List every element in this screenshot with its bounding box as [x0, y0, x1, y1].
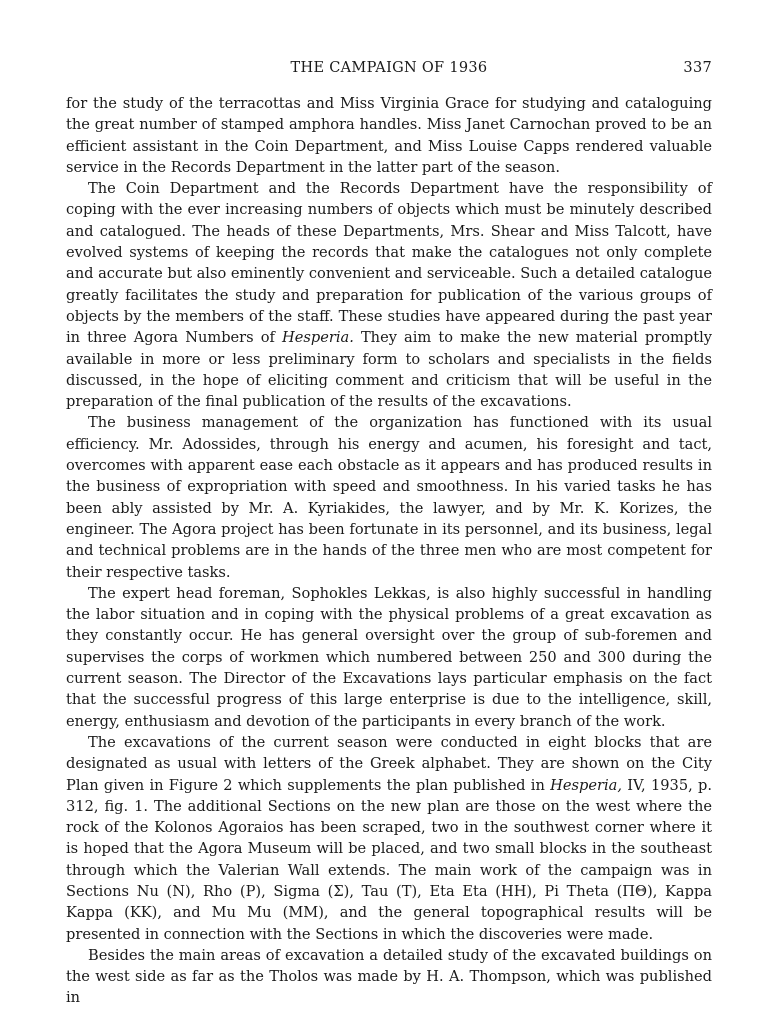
paragraph-3-text: The business management of the organization has functioned with its usual efficiency. Mr. Adossides, through his energy and acumen, his foresight and tact, overcomes with apparent ease each obstacle as it appears and has produced results in the business of expropriation with speed and smoothness. In his varied tasks he has been ably assisted by Mr. A. Kyriakides, the lawyer, and by Mr. K. Korizes, the engineer. The Agora project has been fortunate in its personnel, and its business, legal and technical problems are in the hands of the three men who are most competent for their respective tasks.: [66, 414, 712, 581]
document-page: [66, 58, 712, 1009]
paragraph-2-text-b: They aim to make the new material promptly available in more or less preliminary form to scholars and specialists in the fields discussed, in the hope of eliciting comment and criticism that will be useful in the preparation of the final publication of the results of the excavations.: [66, 329, 712, 411]
paragraph-5: [66, 732, 712, 945]
paragraph-2: [66, 178, 712, 412]
paragraph-5-text-b: IV, 1935, p. 312, fig. 1. The additional Sections on the new plan are those on the west where the rock of the Kolonos Agoraios has been scraped, two in the southwest corner where it is hoped that the Agora Museum will be placed, and two small blocks in the southeast through which the Valerian Wall extends. The main work of the campaign was in Sections Nu (N), Rho (P), Sigma (Σ), Tau (T), Eta Eta (HH), Pi Theta (ΠΘ), Kappa Kappa (KK), and Mu Mu (MM), and the general topographical results will be presented in connection with the Sections in which the discoveries were made.: [66, 776, 713, 943]
paragraph-2-text-a: The Coin Department and the Records Department have the responsibility of coping with the ever increasing numbers of objects which must be minutely described and catalogued. The heads of these Departments, Mrs. Shear and Miss Talcott, have evolved systems of keeping the records that make the catalogues not only complete and accurate but also eminently convenient and serviceable. Such a detailed catalogue greatly facilitates the study and preparation for publication of the various groups of objects by the members of the staff. These studies have appeared during the past year in three Agora Numbers of: [66, 180, 712, 347]
paragraph-1-text: for the study of the terracottas and Miss Virginia Grace for studying and cataloguing the great number of stamped amphora handles. Miss Janet Carnochan proved to be an efficient assistant in the Coin Department, and Miss Louise Capps rendered valuable service in the Records Department in the latter part of the season.: [66, 95, 712, 176]
paragraph-4-text: The expert head foreman, Sophokles Lekkas, is also highly successful in handling the labor situation and in coping with the physical problems of a great excavation as they constantly occur. He has general oversight over the group of sub-foremen and supervises the corps of workmen which numbered between 250 and 300 during the current season. The Director of the Excavations lays particular emphasis on the fact that the successful progress of this large enterprise is due to the intelligence, skill, energy, enthusiasm and devotion of the participants in every branch of the work.: [66, 584, 712, 730]
page-number: 337: [683, 60, 712, 76]
journal-title: Hesperia,: [550, 776, 622, 794]
paragraph-6: [66, 945, 712, 1009]
paragraph-3: [66, 412, 712, 582]
running-title: THE CAMPAIGN OF 1936: [290, 60, 488, 76]
paragraph-6-text: Besides the main areas of excavation a detailed study of the excavated buildings on the west side as far as the Tholos was made by H. A. Thompson, which was published in: [66, 946, 712, 1007]
paragraph-1: [66, 93, 712, 178]
paragraph-4: [66, 583, 712, 732]
paragraph-5-text-a: The excavations of the current season were conducted in eight blocks that are designated as usual with letters of the Greek alphabet. They are shown on the City Plan given in Figure 2 which supplements the plan published in: [66, 733, 712, 794]
running-header: [66, 58, 712, 82]
body-text: [66, 93, 712, 1009]
journal-title: Hesperia.: [282, 329, 354, 347]
